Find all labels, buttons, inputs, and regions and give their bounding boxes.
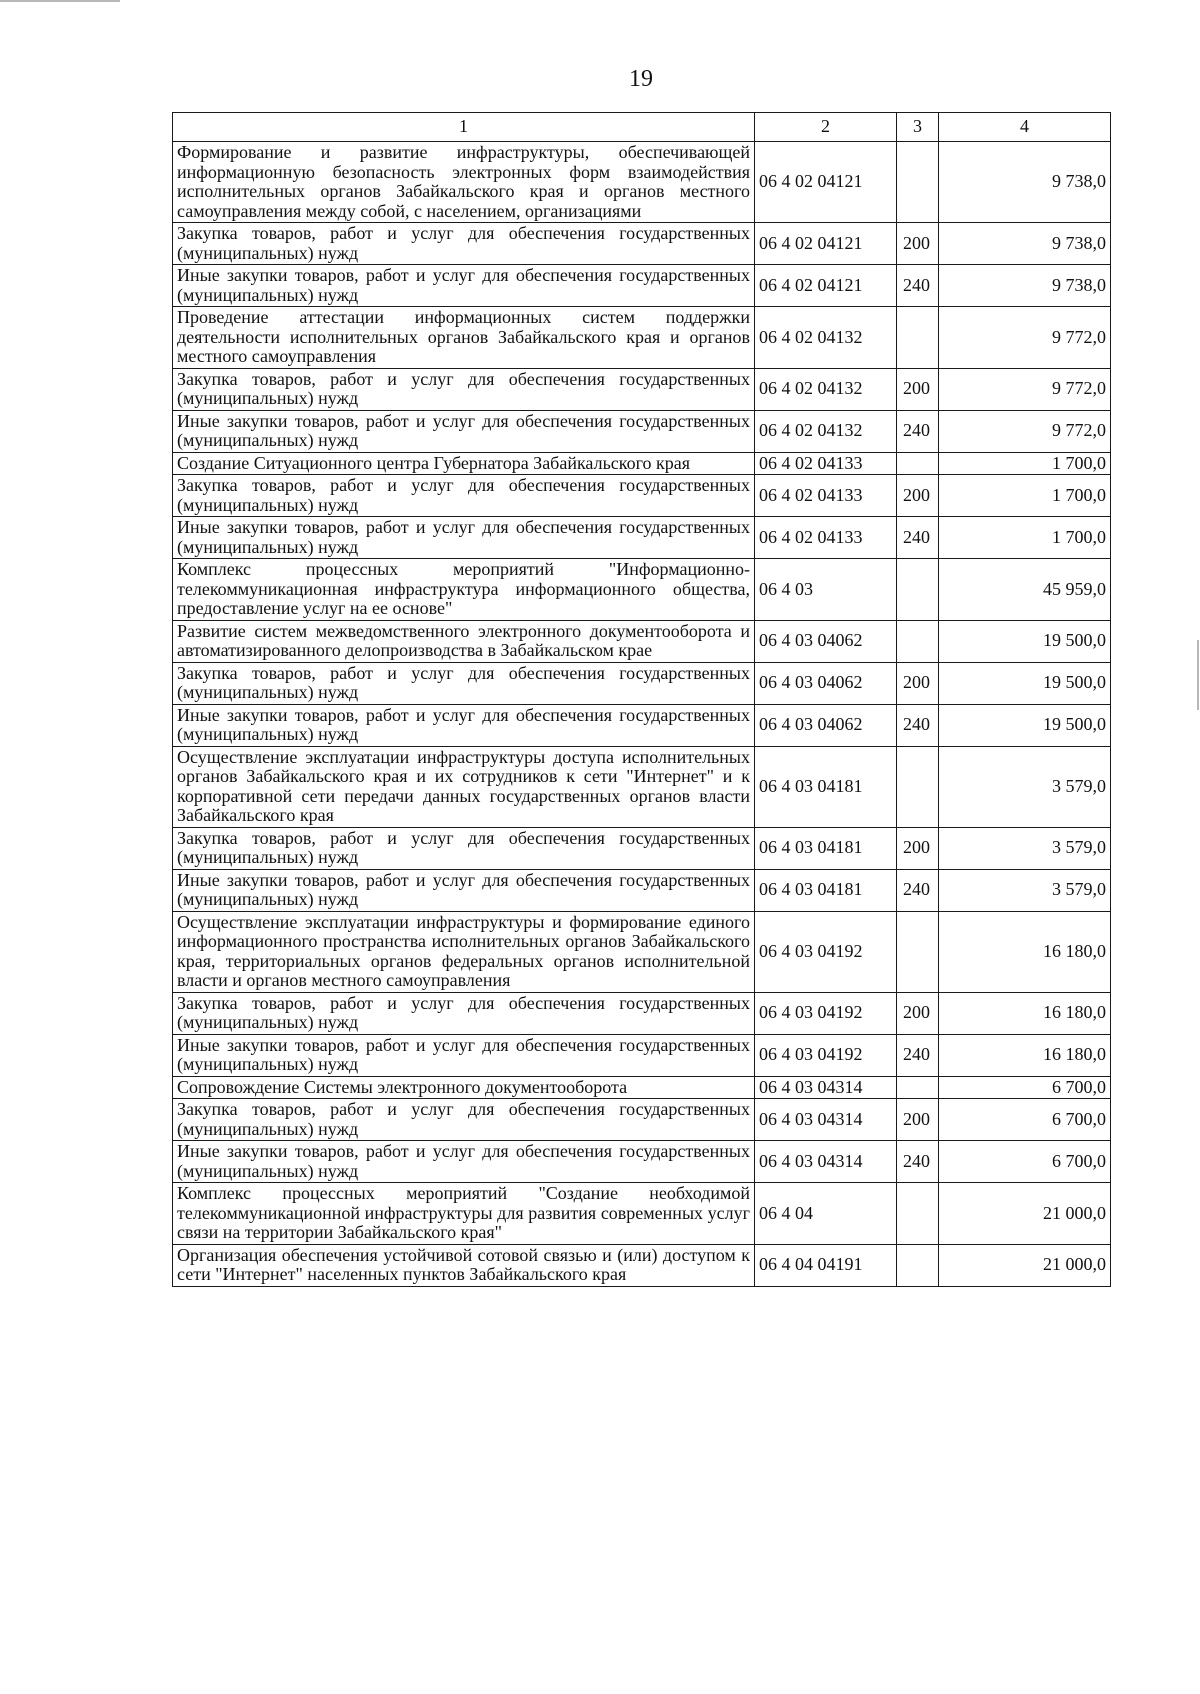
row-type-cell: 240 [897,410,939,452]
table-row [173,452,1111,475]
row-sum-cell: 6 700,0 [939,1141,1111,1183]
row-name-cell: Иные закупки товаров, работ и услуг для обеспечения государственных (муниципальных) нужд [173,410,755,452]
column-header-1: 1 [173,113,755,142]
row-code-cell: 06 4 04 [755,1183,897,1245]
row-sum-cell: 19 500,0 [939,662,1111,704]
row-sum-cell: 9 738,0 [939,223,1111,265]
table-row [173,265,1111,307]
row-sum-cell: 21 000,0 [939,1183,1111,1245]
column-header-4: 4 [939,113,1111,142]
row-name-cell: Развитие систем межведомственного электронного документооборота и автоматизированного делопроизводства в Забайкальском крае [173,620,755,662]
column-header-2: 2 [755,113,897,142]
row-code-cell: 06 4 03 04314 [755,1076,897,1099]
row-sum-cell: 3 579,0 [939,746,1111,827]
row-type-cell: 200 [897,992,939,1034]
row-sum-cell: 3 579,0 [939,827,1111,869]
row-name-cell: Осуществление эксплуатации инфраструктуры доступа исполнительных органов Забайкальского края и их сотрудников к сети "Интернет" и к корпоративной сети передачи данных государственных органов власти Забайкальского края [173,746,755,827]
row-sum-cell: 6 700,0 [939,1076,1111,1099]
row-type-cell [897,1076,939,1099]
table-row [173,559,1111,621]
table-row [173,142,1111,223]
row-type-cell: 200 [897,1099,939,1141]
table-body [173,142,1111,1287]
row-type-cell: 200 [897,223,939,265]
row-sum-cell: 9 772,0 [939,307,1111,369]
row-type-cell [897,746,939,827]
row-code-cell: 06 4 03 [755,559,897,621]
page-number: 19 [629,66,653,92]
table-row [173,992,1111,1034]
row-sum-cell: 9 772,0 [939,368,1111,410]
row-code-cell: 06 4 03 04192 [755,911,897,992]
row-type-cell [897,911,939,992]
table-row [173,1141,1111,1183]
row-name-cell: Иные закупки товаров, работ и услуг для обеспечения государственных (муниципальных) нужд [173,704,755,746]
row-code-cell: 06 4 02 04133 [755,475,897,517]
table-row [173,662,1111,704]
table-row [173,704,1111,746]
row-name-cell: Иные закупки товаров, работ и услуг для обеспечения государственных (муниципальных) нужд [173,1141,755,1183]
table-row [173,911,1111,992]
row-code-cell: 06 4 03 04062 [755,620,897,662]
row-code-cell: 06 4 02 04121 [755,265,897,307]
table-row [173,1099,1111,1141]
budget-table [172,112,1111,1287]
row-code-cell: 06 4 02 04133 [755,452,897,475]
row-name-cell: Комплекс процессных мероприятий "Информационно-телекоммуникационная инфраструктура информационного общества, предоставление услуг на ее основе" [173,559,755,621]
row-code-cell: 06 4 04 04191 [755,1244,897,1286]
row-type-cell [897,1244,939,1286]
row-name-cell: Сопровождение Системы электронного документооборота [173,1076,755,1099]
table-row [173,1244,1111,1286]
row-sum-cell: 1 700,0 [939,517,1111,559]
row-name-cell: Иные закупки товаров, работ и услуг для обеспечения государственных (муниципальных) нужд [173,265,755,307]
row-name-cell: Закупка товаров, работ и услуг для обеспечения государственных (муниципальных) нужд [173,1099,755,1141]
row-sum-cell: 3 579,0 [939,869,1111,911]
table-row [173,475,1111,517]
row-type-cell: 240 [897,517,939,559]
row-name-cell: Иные закупки товаров, работ и услуг для обеспечения государственных (муниципальных) нужд [173,1034,755,1076]
row-code-cell: 06 4 02 04132 [755,410,897,452]
row-sum-cell: 21 000,0 [939,1244,1111,1286]
row-code-cell: 06 4 03 04192 [755,1034,897,1076]
table-row [173,1183,1111,1245]
row-sum-cell: 1 700,0 [939,452,1111,475]
row-name-cell: Закупка товаров, работ и услуг для обеспечения государственных (муниципальных) нужд [173,368,755,410]
row-sum-cell: 6 700,0 [939,1099,1111,1141]
row-code-cell: 06 4 03 04314 [755,1141,897,1183]
row-sum-cell: 16 180,0 [939,992,1111,1034]
table-row [173,869,1111,911]
row-name-cell: Закупка товаров, работ и услуг для обеспечения государственных (муниципальных) нужд [173,475,755,517]
row-name-cell: Организация обеспечения устойчивой сотовой связью и (или) доступом к сети "Интернет" населенных пунктов Забайкальского края [173,1244,755,1286]
row-type-cell [897,452,939,475]
row-code-cell: 06 4 03 04062 [755,662,897,704]
row-name-cell: Формирование и развитие инфраструктуры, обеспечивающей информационную безопасность электронных форм взаимодействия исполнительных органов Забайкальского края и органов местного самоуправления между собой, с населением, организациями [173,142,755,223]
row-type-cell: 240 [897,704,939,746]
row-name-cell: Закупка товаров, работ и услуг для обеспечения государственных (муниципальных) нужд [173,223,755,265]
row-sum-cell: 19 500,0 [939,620,1111,662]
row-type-cell: 240 [897,869,939,911]
row-code-cell: 06 4 02 04121 [755,223,897,265]
row-type-cell [897,559,939,621]
row-code-cell: 06 4 03 04181 [755,869,897,911]
row-type-cell [897,620,939,662]
row-type-cell: 200 [897,368,939,410]
row-code-cell: 06 4 03 04314 [755,1099,897,1141]
row-code-cell: 06 4 02 04133 [755,517,897,559]
row-name-cell: Закупка товаров, работ и услуг для обеспечения государственных (муниципальных) нужд [173,662,755,704]
row-code-cell: 06 4 03 04181 [755,827,897,869]
row-type-cell: 240 [897,1141,939,1183]
row-type-cell [897,142,939,223]
row-name-cell: Комплекс процессных мероприятий "Создание необходимой телекоммуникационной инфраструктуры для развития современных услуг связи на территории Забайкальского края" [173,1183,755,1245]
row-type-cell: 200 [897,827,939,869]
row-name-cell: Иные закупки товаров, работ и услуг для обеспечения государственных (муниципальных) нужд [173,869,755,911]
scan-edge-mark-top [0,0,120,2]
scan-edge-mark-right [1197,640,1199,710]
table-row [173,410,1111,452]
table-row [173,620,1111,662]
row-type-cell: 200 [897,475,939,517]
row-code-cell: 06 4 03 04192 [755,992,897,1034]
table-row [173,368,1111,410]
row-type-cell: 240 [897,265,939,307]
row-code-cell: 06 4 02 04132 [755,368,897,410]
row-sum-cell: 9 738,0 [939,142,1111,223]
row-name-cell: Закупка товаров, работ и услуг для обеспечения государственных (муниципальных) нужд [173,827,755,869]
row-type-cell: 200 [897,662,939,704]
row-code-cell: 06 4 02 04132 [755,307,897,369]
row-name-cell: Иные закупки товаров, работ и услуг для обеспечения государственных (муниципальных) нужд [173,517,755,559]
row-name-cell: Проведение аттестации информационных систем поддержки деятельности исполнительных органов Забайкальского края и органов местного самоуправления [173,307,755,369]
table-row [173,1076,1111,1099]
row-sum-cell: 16 180,0 [939,1034,1111,1076]
table-row [173,223,1111,265]
row-name-cell: Закупка товаров, работ и услуг для обеспечения государственных (муниципальных) нужд [173,992,755,1034]
row-code-cell: 06 4 02 04121 [755,142,897,223]
row-code-cell: 06 4 03 04181 [755,746,897,827]
row-sum-cell: 1 700,0 [939,475,1111,517]
table-row [173,517,1111,559]
row-type-cell [897,1183,939,1245]
column-header-3: 3 [897,113,939,142]
table-row [173,1034,1111,1076]
row-sum-cell: 9 738,0 [939,265,1111,307]
row-type-cell: 240 [897,1034,939,1076]
row-code-cell: 06 4 03 04062 [755,704,897,746]
row-type-cell [897,307,939,369]
row-sum-cell: 45 959,0 [939,559,1111,621]
row-sum-cell: 19 500,0 [939,704,1111,746]
row-sum-cell: 16 180,0 [939,911,1111,992]
row-sum-cell: 9 772,0 [939,410,1111,452]
table-row [173,746,1111,827]
table-row [173,307,1111,369]
table-header-row [173,113,1111,142]
row-name-cell: Создание Ситуационного центра Губернатора Забайкальского края [173,452,755,475]
table-row [173,827,1111,869]
row-name-cell: Осуществление эксплуатации инфраструктуры и формирование единого информационного пространства исполнительных органов Забайкальского края, территориальных органов федеральных органов исполнительной власти и органов местного самоуправления [173,911,755,992]
